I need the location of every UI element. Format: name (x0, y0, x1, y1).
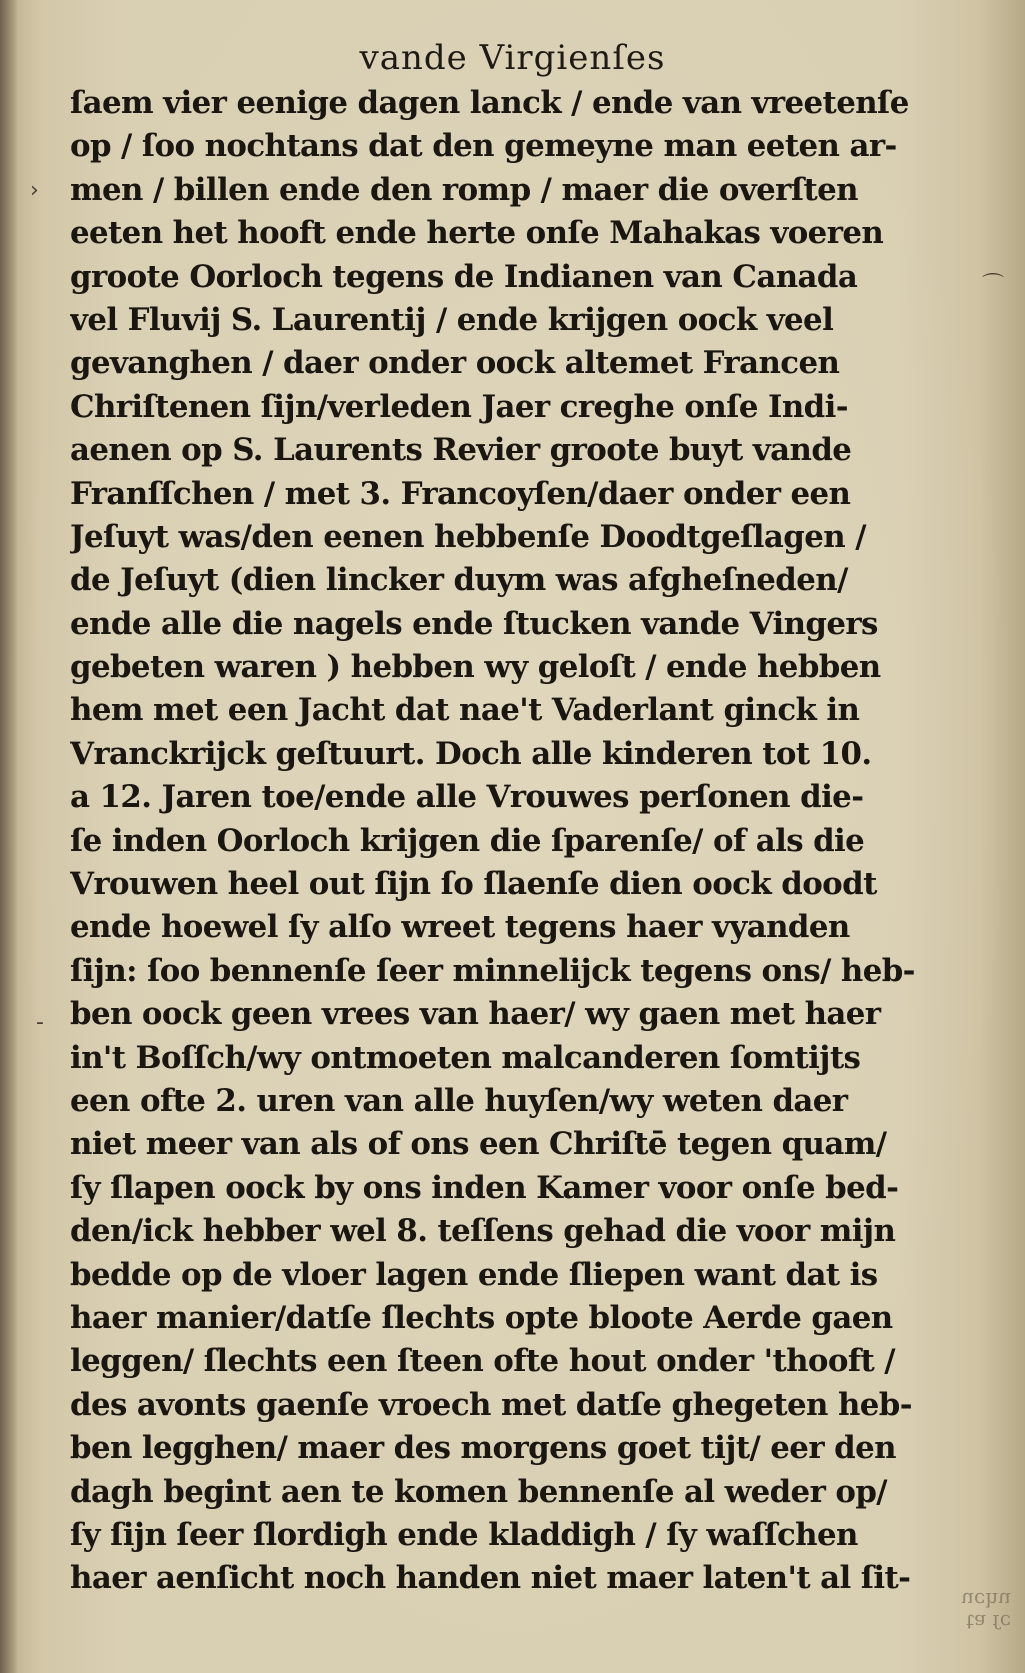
text-line: ſijn: ſoo bennenſe ſeer minnelijck tegens ons/ heb- (70, 952, 915, 989)
text-line: Vrouwen heel out ſijn ſo ſlaenſe dien oock doodt (70, 866, 877, 903)
text-line: ende hoewel ſy alſo wreet tegens haer vyanden (70, 909, 850, 946)
text-line: Chriſtenen ſijn/verleden Jaer creghe onſe Indi- (70, 388, 848, 425)
text-line: eeten het hooft ende herte onſe Mahakas voeren (70, 215, 884, 252)
body-text (70, 82, 970, 1601)
text-line: in't Boſſch/wy ontmoeten malcanderen ſomtijts (70, 1039, 861, 1076)
text-line: Jeſuyt was/den eenen hebbenſe Doodtgeſlagen / (70, 518, 866, 555)
text-line: ſy ſlapen oock by ons inden Kamer voor onſe bed- (70, 1169, 899, 1206)
text-line: men / billen ende den romp / maer die overſten (70, 171, 858, 208)
text-line: gevanghen / daer onder oock altemet Francen (70, 345, 840, 382)
page-gutter (0, 0, 18, 1673)
text-line: des avonts gaenſe vroech met datſe ghegeten heb- (70, 1386, 912, 1423)
text-line: gebeten waren ) hebben wy geloſt / ende hebben (70, 649, 881, 686)
text-line: hem met een Jacht dat nae't Vaderlant ginck in (70, 692, 860, 729)
text-line: Vranckrijck geſtuurt. Doch alle kinderen tot 10. (70, 735, 872, 772)
text-line: bedde op de vloer lagen ende ſliepen want dat is (70, 1256, 878, 1293)
text-line: Franſſchen / met 3. Francoyſen/daer onder een (70, 475, 851, 512)
text-line: haer aenſicht noch handen niet maer laten't al ſit- (70, 1560, 911, 1597)
running-head: vande Virgienſes (359, 38, 666, 78)
text-line: niet meer van als of ons een Chriſtē tegen quam/ (70, 1126, 887, 1163)
text-line: dagh begint aen te komen bennenſe al weder op/ (70, 1473, 887, 1510)
bleed-through-line: ta ſc (966, 1610, 1011, 1634)
text-line: a 12. Jaren toe/ende alle Vrouwes perſonen die- (70, 779, 864, 816)
text-line: ſaem vier eenige dagen lanck / ende van vreetenſe (70, 85, 909, 121)
text-line: ben legghen/ maer des morgens goet tijt/ eer den (70, 1430, 896, 1467)
text-line: op / ſoo nochtans dat den gemeyne man eeten ar- (70, 128, 897, 165)
bleed-through-text (961, 1589, 1011, 1633)
margin-mark: ⌒ (982, 273, 1005, 298)
text-line: een ofte 2. uren van alle huyſen/wy weten daer (70, 1082, 848, 1119)
text-line: ben oock geen vrees van haer/ wy gaen met haer (70, 996, 881, 1033)
margin-mark: › (30, 178, 39, 203)
text-line: den/ick hebber wel 8. teſſens gehad die voor mijn (70, 1213, 896, 1250)
text-line: ſe inden Oorloch krijgen die ſparenſe/ of als die (70, 822, 865, 859)
text-line: haer manier/datſe ſlechts opte bloote Aerde gaen (70, 1299, 893, 1336)
text-line: groote Oorloch tegens de Indianen van Canada (70, 258, 858, 295)
bleed-through-line: uchu (961, 1588, 1011, 1612)
text-line: leggen/ ſlechts een ſteen ofte hout onder 'thooft / (70, 1343, 895, 1380)
text-line: vel Fluvij S. Laurentij / ende krijgen oock veel (70, 301, 834, 338)
margin-mark: - (36, 1010, 44, 1035)
text-line: ende alle die nagels ende ſtucken vande Vingers (70, 605, 878, 642)
text-line: ſy ſijn ſeer ſlordigh ende kladdigh / ſy waſſchen (70, 1516, 858, 1553)
text-line: aenen op S. Laurents Revier groote buyt vande (70, 432, 852, 469)
text-line: de Jeſuyt (dien lincker duym was afgheſneden/ (70, 562, 848, 599)
